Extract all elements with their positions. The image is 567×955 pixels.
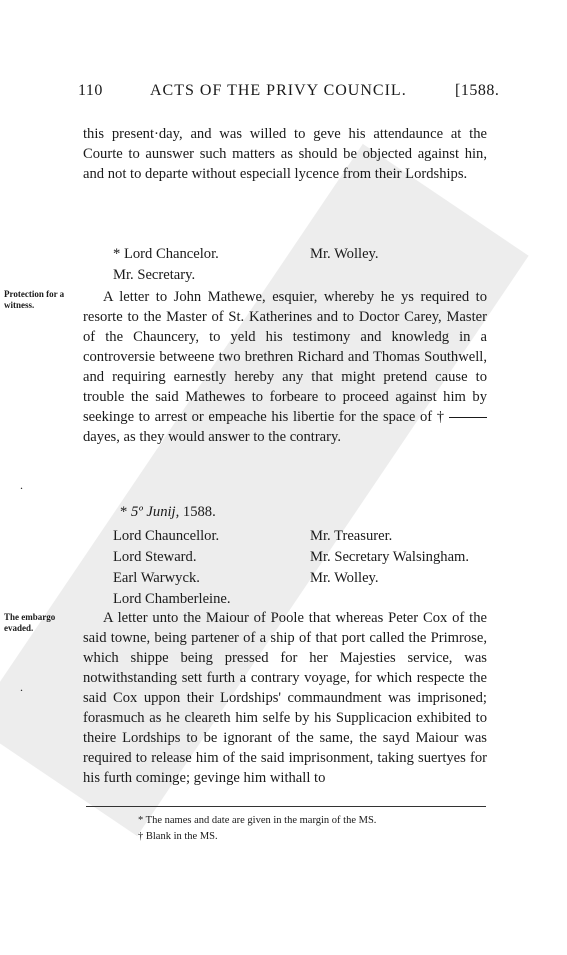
- attendance-left-1: [113, 244, 219, 286]
- date-day: 5º Junij,: [130, 504, 180, 520]
- attendee: Earl Warwyck.: [113, 570, 200, 586]
- attendee: Mr. Treasurer.: [310, 528, 393, 544]
- opening-paragraph: this present·day, and was willed to geve his attendaunce at the Courte to aunswer such matters as should be objected against hin, and not to departe without especiall lycence from their Lordships.: [83, 126, 487, 182]
- running-year: [1588.: [455, 82, 500, 99]
- margin-note-embargo: The embargo evaded.: [4, 612, 56, 633]
- letter-mathewe: [83, 287, 487, 447]
- page-number: 110: [78, 82, 103, 99]
- attendance-left-2: [113, 526, 231, 610]
- stray-mark: .: [20, 680, 23, 694]
- stray-mark: .: [20, 478, 23, 492]
- blank-dash: [449, 417, 487, 418]
- letter-mathewe-end: dayes, as they would answer to the contrary.: [83, 429, 342, 445]
- footnote-blank: † Blank in the MS.: [138, 831, 218, 842]
- attendance-right-1: [310, 244, 379, 265]
- attendee: Mr. Wolley.: [310, 246, 379, 262]
- margin-note-witness: Protection for a witness.: [4, 289, 65, 310]
- attendee: Mr. Secretary.: [113, 267, 196, 283]
- attendee: Lord Steward.: [113, 549, 197, 565]
- date-heading: [120, 502, 216, 523]
- date-year: 1588.: [179, 504, 216, 520]
- attendee: * Lord Chancelor.: [113, 246, 219, 262]
- attendee: Mr. Wolley.: [310, 570, 379, 586]
- attendee: Lord Chamberleine.: [113, 591, 231, 607]
- attendee: Lord Chauncellor.: [113, 528, 220, 544]
- running-title: ACTS OF THE PRIVY COUNCIL.: [150, 82, 407, 99]
- footnote-rule: [86, 806, 486, 807]
- date-prefix: *: [120, 504, 131, 520]
- attendance-right-2: [310, 526, 469, 589]
- attendee: Mr. Secretary Walsingham.: [310, 549, 470, 565]
- letter-mathewe-text: A letter to John Mathewe, esquier, whereby he ys required to resorte to the Master of St. Katherines and to Doctor Carey, Master of the Chauncery, to yeld his testimony and knowledg in a controversie betweene two brethren Richard and Thomas Southwell, and requiring earnestly hereby any that might pretend cause to trouble the said Mathewes to forbeare to proceed against him by seekinge to arrest or empeache his libertie for the space of †: [83, 289, 487, 425]
- letter-poole: A letter unto the Maiour of Poole that whereas Peter Cox of the said towne, being partener of a ship of that port called the Primrose, which shippe being pressed for her Majesties service, was notwithstanding sett furth a contrary voyage, for which respecte the said Cox uppon their Lordships' commaundment was imprisoned; forasmuch as he cleareth him selfe by his Supplicacion exhibited to theire Lordships to be ignorant of the same, the sayd Maiour was required to release him of the said imprisonment, taking suertyes for his furth cominge; gevinge him withall to: [83, 610, 487, 786]
- footnote-names: * The names and date are given in the margin of the MS.: [138, 815, 377, 826]
